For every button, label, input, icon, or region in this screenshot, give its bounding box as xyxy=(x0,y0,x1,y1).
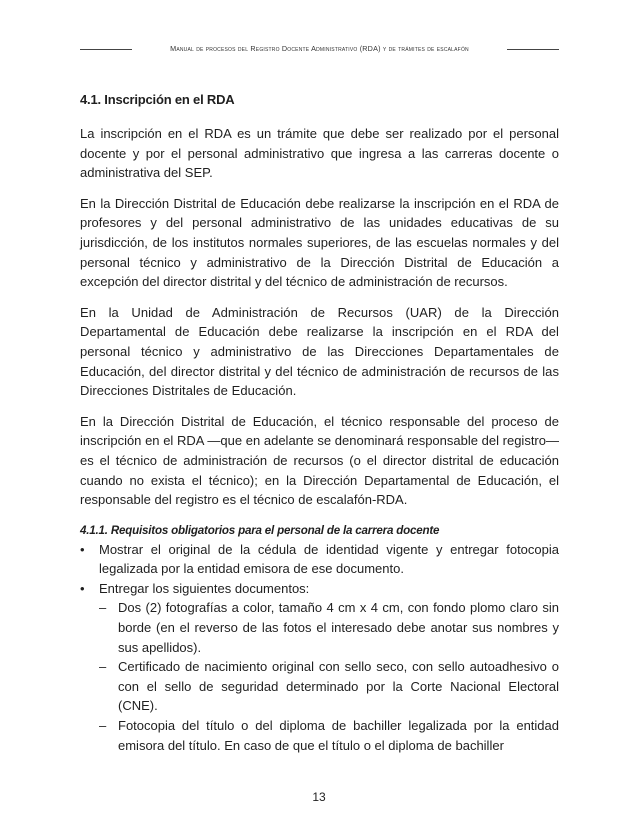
paragraph: En la Dirección Distrital de Educación debe realizarse la inscripción en el RDA de profesores y del personal administrativo de las unidades educativas de su jurisdicción, de los institutos normales superiores, de las escuelas normales y del personal técnico y administrativo de la Dirección Distrital de Educación a excepción del director distrital y del técnico de administración de recursos. xyxy=(80,195,559,290)
list-item-text: Certificado de nacimiento original con sello seco, con sello autoadhesivo o con el sello de seguridad determinado por la Corte Nacional Electoral (CNE). xyxy=(118,659,559,714)
dash-marker: – xyxy=(99,659,107,675)
header-rule-right xyxy=(507,49,559,50)
paragraph: En la Unidad de Administración de Recursos (UAR) de la Dirección Departamental de Educación debe realizarse la inscripción en el RDA del personal técnico y administrativo de las Direcciones Departamentales de Educación, del director distrital y del técnico de administración de recursos de las Direcciones Distritales de Educación. xyxy=(80,304,559,399)
bullet-marker: • xyxy=(80,580,85,596)
page-content xyxy=(80,92,559,755)
dash-marker: – xyxy=(99,600,107,616)
paragraph: En la Dirección Distrital de Educación, el técnico responsable del proceso de inscripción en el RDA —que en adelante se denominará responsable del registro— es el técnico de administración de recursos (o el director distrital de educación cuando no exista el técnico); en la Dirección Departamental de Educación, el responsable del registro es el técnico de escalafón-RDA. xyxy=(80,413,559,508)
section-heading: 4.1. Inscripción en el RDA xyxy=(80,92,235,107)
header-title: Manual de procesos del Registro Docente Administrativo (RDA) y de trámites de escalafón xyxy=(170,44,469,53)
documents-list xyxy=(99,598,559,755)
list-item xyxy=(99,716,559,755)
list-item xyxy=(80,540,559,579)
subsection-heading: 4.1.1. Requisitos obligatorios para el personal de la carrera docente xyxy=(80,523,440,537)
list-item-text: Mostrar el original de la cédula de identidad vigente y entregar fotocopia legalizada por la entidad emisora de ese documento. xyxy=(99,541,559,577)
list-item xyxy=(99,598,559,657)
running-header xyxy=(80,44,559,56)
list-item xyxy=(80,579,559,755)
dash-marker: – xyxy=(99,718,107,734)
page-number: 13 xyxy=(312,790,326,804)
list-item xyxy=(99,657,559,716)
list-item-text: Dos (2) fotografías a color, tamaño 4 cm x 4 cm, con fondo plomo claro sin borde (en el reverso de las fotos el interesado debe anotar sus nombres y sus apellidos). xyxy=(118,600,559,655)
paragraph: La inscripción en el RDA es un trámite que debe ser realizado por el personal docente y por el personal administrativo que ingresa a las carreras docente o administrativa del SEP. xyxy=(80,126,559,181)
header-rule-left xyxy=(80,49,132,50)
bullet-marker: • xyxy=(80,541,85,557)
list-item-text: Fotocopia del título o del diploma de bachiller legalizada por la entidad emisora del título. En caso de que el título o el diploma de bachiller xyxy=(118,718,559,753)
requirements-list xyxy=(80,540,559,756)
list-item-text: Entregar los siguientes documentos: xyxy=(99,580,310,596)
